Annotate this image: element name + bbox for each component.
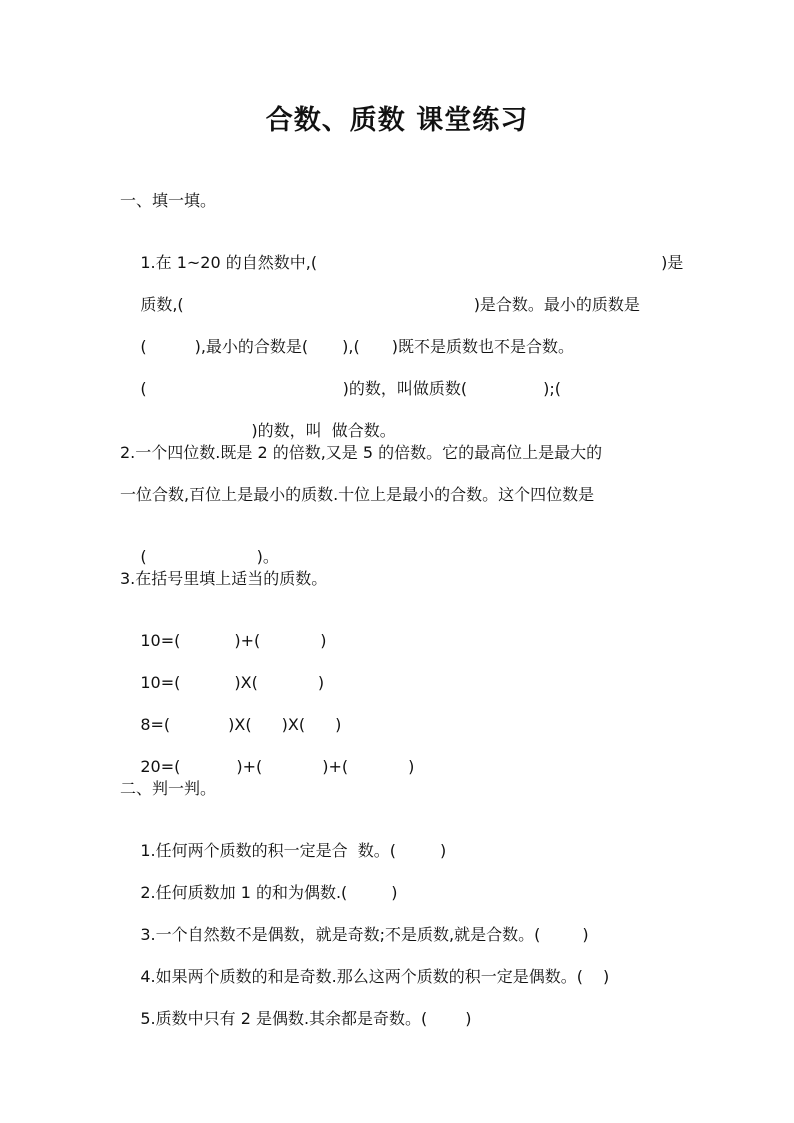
equation-text: 10=( — [140, 673, 181, 692]
equation-text: ) — [317, 673, 325, 692]
equation-text: )X( — [281, 715, 306, 734]
judge-text: 2.任何质数加 1 的和为偶数.( — [140, 883, 348, 902]
judge-item-5 — [120, 989, 472, 1049]
q2-text: ( — [140, 547, 147, 566]
equation-text: )+( — [236, 757, 263, 776]
q1-text: 1.在 1~20 的自然数中,( — [140, 253, 318, 272]
q1-text: ( — [140, 337, 147, 356]
q1-text: 质数,( — [140, 295, 184, 314]
equation-text: )+( — [322, 757, 349, 776]
equation-text: ) — [408, 757, 415, 776]
judge-close: ) — [440, 841, 447, 860]
judge-close: ) — [602, 967, 610, 986]
page-title: 合数、质数 课堂练习 — [265, 105, 529, 136]
q3-heading: 3.在括号里填上适当的质数。 — [120, 569, 328, 588]
judge-text: 3.一个自然数不是偶数，就是奇数;不是质数,就是合数。( — [140, 925, 541, 944]
judge-text: 5.质数中只有 2 是偶数.其余都是奇数。( — [140, 1009, 428, 1028]
judge-close: ) — [391, 883, 398, 902]
q2-text: )。 — [256, 547, 279, 566]
equation-text: 20=( — [140, 757, 181, 776]
equation-text: 8=( — [140, 715, 171, 734]
equation-text: )X( — [228, 715, 252, 734]
section2-heading: 二、判一判。 — [120, 779, 217, 798]
equation-text: 10=( — [140, 631, 181, 650]
q1-text: );( — [543, 379, 561, 398]
q1-text: )的数，叫 做合数。 — [251, 421, 396, 440]
q2-line1: 2.一个四位数.既是 2 的倍数,又是 5 的倍数。它的最高位上是最大的 — [120, 443, 603, 462]
q1-text: )既不是质数也不是合数。 — [391, 337, 574, 356]
q1-text: )是 — [661, 253, 684, 272]
q1-text: )是合数。最小的质数是 — [473, 295, 640, 314]
section1-heading: 一、填一填。 — [120, 191, 217, 210]
q1-text: ( — [140, 379, 147, 398]
q1-text: ),( — [342, 337, 360, 356]
q1-text: )的数，叫做质数( — [342, 379, 468, 398]
judge-text: 4.如果两个质数的和是奇数.那么这两个质数的积一定是偶数。( — [140, 967, 583, 986]
equation-text: )X( — [234, 673, 258, 692]
equation-text: ) — [320, 631, 327, 650]
judge-close: ) — [582, 925, 589, 944]
equation-text: ) — [335, 715, 342, 734]
q2-line2: 一位合数,百位上是最小的质数.十位上是最小的合数。这个四位数是 — [120, 485, 595, 504]
equation-text: )+( — [234, 631, 261, 650]
judge-close: ) — [465, 1009, 472, 1028]
q1-text: ),最小的合数是( — [194, 337, 309, 356]
judge-text: 1.任何两个质数的积一定是合 数。( — [140, 841, 397, 860]
